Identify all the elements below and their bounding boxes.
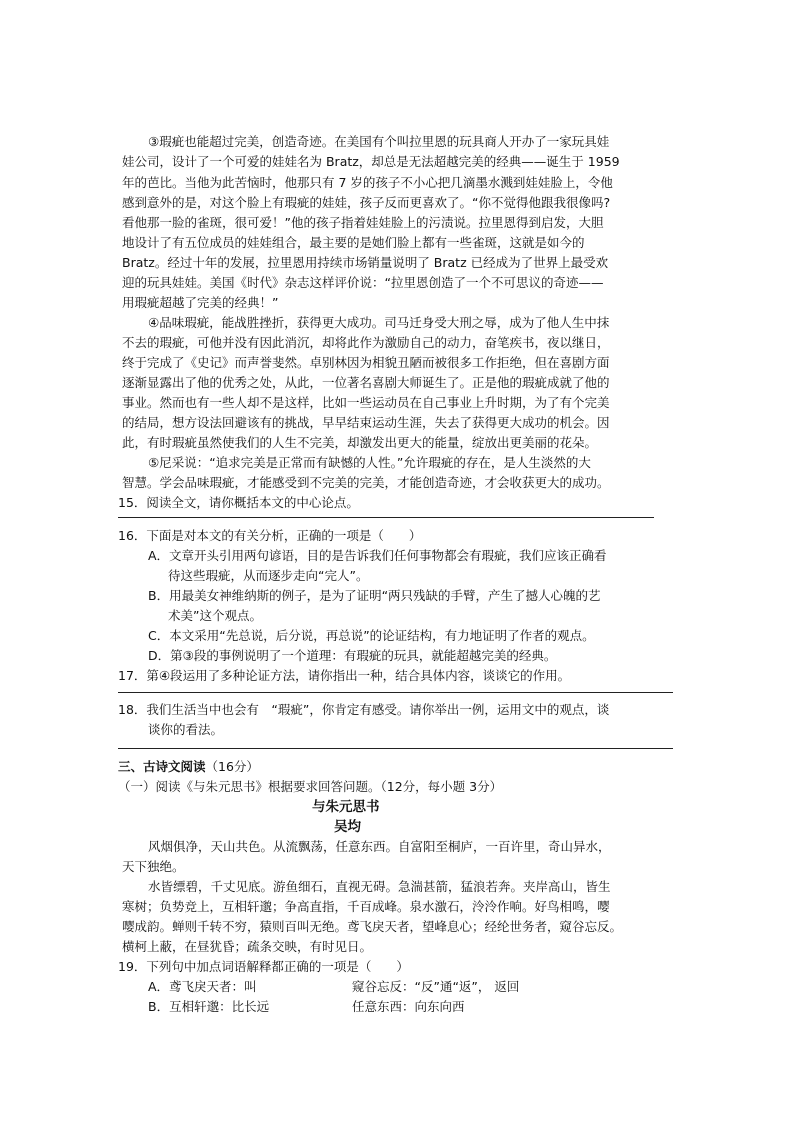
question-19-option-a: A．鸢飞戾天者：叫	[148, 979, 257, 994]
question-15: 15．阅读全文，请你概括本文的中心论点。	[118, 495, 359, 510]
passage-p4-line: 的结局，想方设法回避该有的挑战，早早结束运动生涯，失去了获得更大成功的机会。因	[122, 415, 610, 430]
question-19-option-a-second: 窥谷忘反：“反”通“返”， 返回	[352, 979, 520, 994]
passage-p4-line: 不去的瑕疵，可他并没有因此消沉，却将此作为激励自己的动力，奋笔疾书，夜以继日，	[122, 335, 610, 350]
section-heading-score: （16分）	[205, 759, 259, 774]
section-subheading: （一）阅读《与朱元思书》根据要求回答问题。（12分，每小题 3分）	[118, 779, 503, 794]
passage-p3-line: 年的芭比。当他为此苦恼时，他那只有 7 岁的孩子不小心把几滴墨水溅到娃娃脸上，令他	[122, 175, 613, 190]
classical-text-line: 横柯上蔽，在昼犹昏；疏条交映，有时见日。	[122, 939, 373, 954]
answer-line-18[interactable]	[118, 748, 673, 749]
question-19-option-b-second: 任意东西：向东向西	[352, 999, 465, 1014]
question-16-option-a: A．文章开头引用两句谚语，目的是告诉我们任何事物都会有瑕疵，我们应该正确看	[148, 548, 607, 563]
passage-p3-line: 看他那一脸的雀斑，很可爱！”他的孩子指着娃娃脸上的污渍说。拉里恩得到启发，大胆	[122, 215, 604, 230]
section-heading	[118, 757, 259, 777]
question-16-option-d: D．第③段的事例说明了一个道理：有瑕疵的玩具，就能超越完美的经典。	[148, 648, 557, 663]
question-19-stem: 19．下列句中加点词语解释都正确的一项是（ ）	[118, 959, 409, 974]
passage-p3-line: ③瑕疵也能超过完美，创造奇迹。在美国有个叫拉里恩的玩具商人开办了一家玩具娃	[148, 134, 610, 149]
passage-p4-line: 终于完成了《史记》而声誉斐然。卓别林因为相貌丑陋而被很多工作拒绝，但在喜剧方面	[122, 355, 610, 370]
passage-p3-line: 迎的玩具娃娃。美国《时代》杂志这样评价说：“拉里恩创造了一个不可思议的奇迹——	[122, 275, 604, 290]
passage-p3-line: 用瑕疵超越了完美的经典！”	[122, 295, 279, 310]
question-16-option-b: B．用最美女神维纳斯的例子，是为了证明“两只残缺的手臂，产生了撼人心魄的艺	[148, 588, 601, 603]
passage-p3-line: 地设计了有五位成员的娃娃组合，最主要的是她们脸上都有一些雀斑，这就是如今的	[122, 235, 585, 250]
question-19-option-b: B．互相轩邈：比长远	[148, 999, 270, 1014]
poem-title: 与朱元思书	[312, 799, 380, 815]
passage-p4-line: 此，有时瑕疵虽然使我们的人生不完美，却激发出更大的能量，绽放出更美丽的花朵。	[122, 435, 598, 450]
passage-p4-line: 事业。然而也有一些人却不是这样，比如一些运动员在自己事业上升时期，为了有个完美	[122, 395, 610, 410]
question-16-option-c: C．本文采用“先总说，后分说，再总说”的论证结构，有力地证明了作者的观点。	[148, 628, 595, 643]
question-18-cont: 谈你的看法。	[148, 722, 224, 737]
question-16-option-a-cont: 待这些瑕疵，从而逐步走向“完人”。	[168, 568, 369, 583]
answer-line-15[interactable]	[118, 517, 654, 518]
classical-text-line: 嘤成韵。蝉则千转不穷，猿则百叫无绝。鸢飞戾天者，望峰息心；经纶世务者，窥谷忘反。	[122, 919, 623, 934]
question-16-stem: 16．下面是对本文的有关分析，正确的一项是（ ）	[118, 528, 422, 543]
passage-p3-line: 娃公司，设计了一个可爱的娃娃名为 Bratz，却总是无法超越完美的经典——诞生于 1959	[122, 154, 620, 169]
poem-author: 吴均	[334, 819, 361, 835]
answer-line-17[interactable]	[118, 692, 673, 693]
passage-p4-line: 逐渐显露出了他的优秀之处，从此，一位著名喜剧大师诞生了。正是他的瑕疵成就了他的	[122, 375, 610, 390]
passage-p5-line: ⑤尼采说：“追求完美是正常而有缺憾的人性。”允许瑕疵的存在，是人生淡然的大	[148, 455, 591, 470]
classical-text-line: 水皆缥碧，千丈见底。游鱼细石，直视无碍。急湍甚箭，猛浪若奔。夹岸高山，皆生	[148, 879, 611, 894]
classical-text-line: 风烟俱净，天山共色。从流飘荡，任意东西。自富阳至桐庐，一百许里，奇山异水，	[148, 839, 611, 854]
passage-p3-line: 感到意外的是，对这个脸上有瑕疵的娃娃，孩子反而更喜欢了。“你不觉得他跟我很像吗?	[122, 195, 611, 210]
question-16-option-b-cont: 术美”这个观点。	[168, 608, 262, 623]
classical-text-line: 寒树；负势竞上，互相轩邈；争高直指，千百成峰。泉水激石，泠泠作响。好鸟相鸣，嘤	[122, 899, 610, 914]
classical-text-line: 天下独绝。	[122, 859, 185, 874]
section-heading-title: 三、古诗文阅读	[118, 759, 206, 774]
passage-p4-line: ④品味瑕疵，能战胜挫折，获得更大成功。司马迁身受大刑之辱，成为了他人生中抹	[148, 315, 610, 330]
question-18: 18．我们生活当中也会有 “瑕疵”，你肯定有感受。请你举出一例，运用文中的观点，谈	[118, 702, 610, 717]
passage-p3-line: Bratz。经过十年的发展，拉里恩用持续市场销量说明了 Bratz 已经成为了世界上最受欢	[122, 255, 609, 270]
passage-p5-line: 智慧。学会品味瑕疵，才能感受到不完美的完美，才能创造奇迹，才会收获更大的成功。	[122, 475, 610, 490]
question-17: 17．第④段运用了多种论证方法，请你指出一种，结合具体内容，谈谈它的作用。	[118, 668, 571, 683]
